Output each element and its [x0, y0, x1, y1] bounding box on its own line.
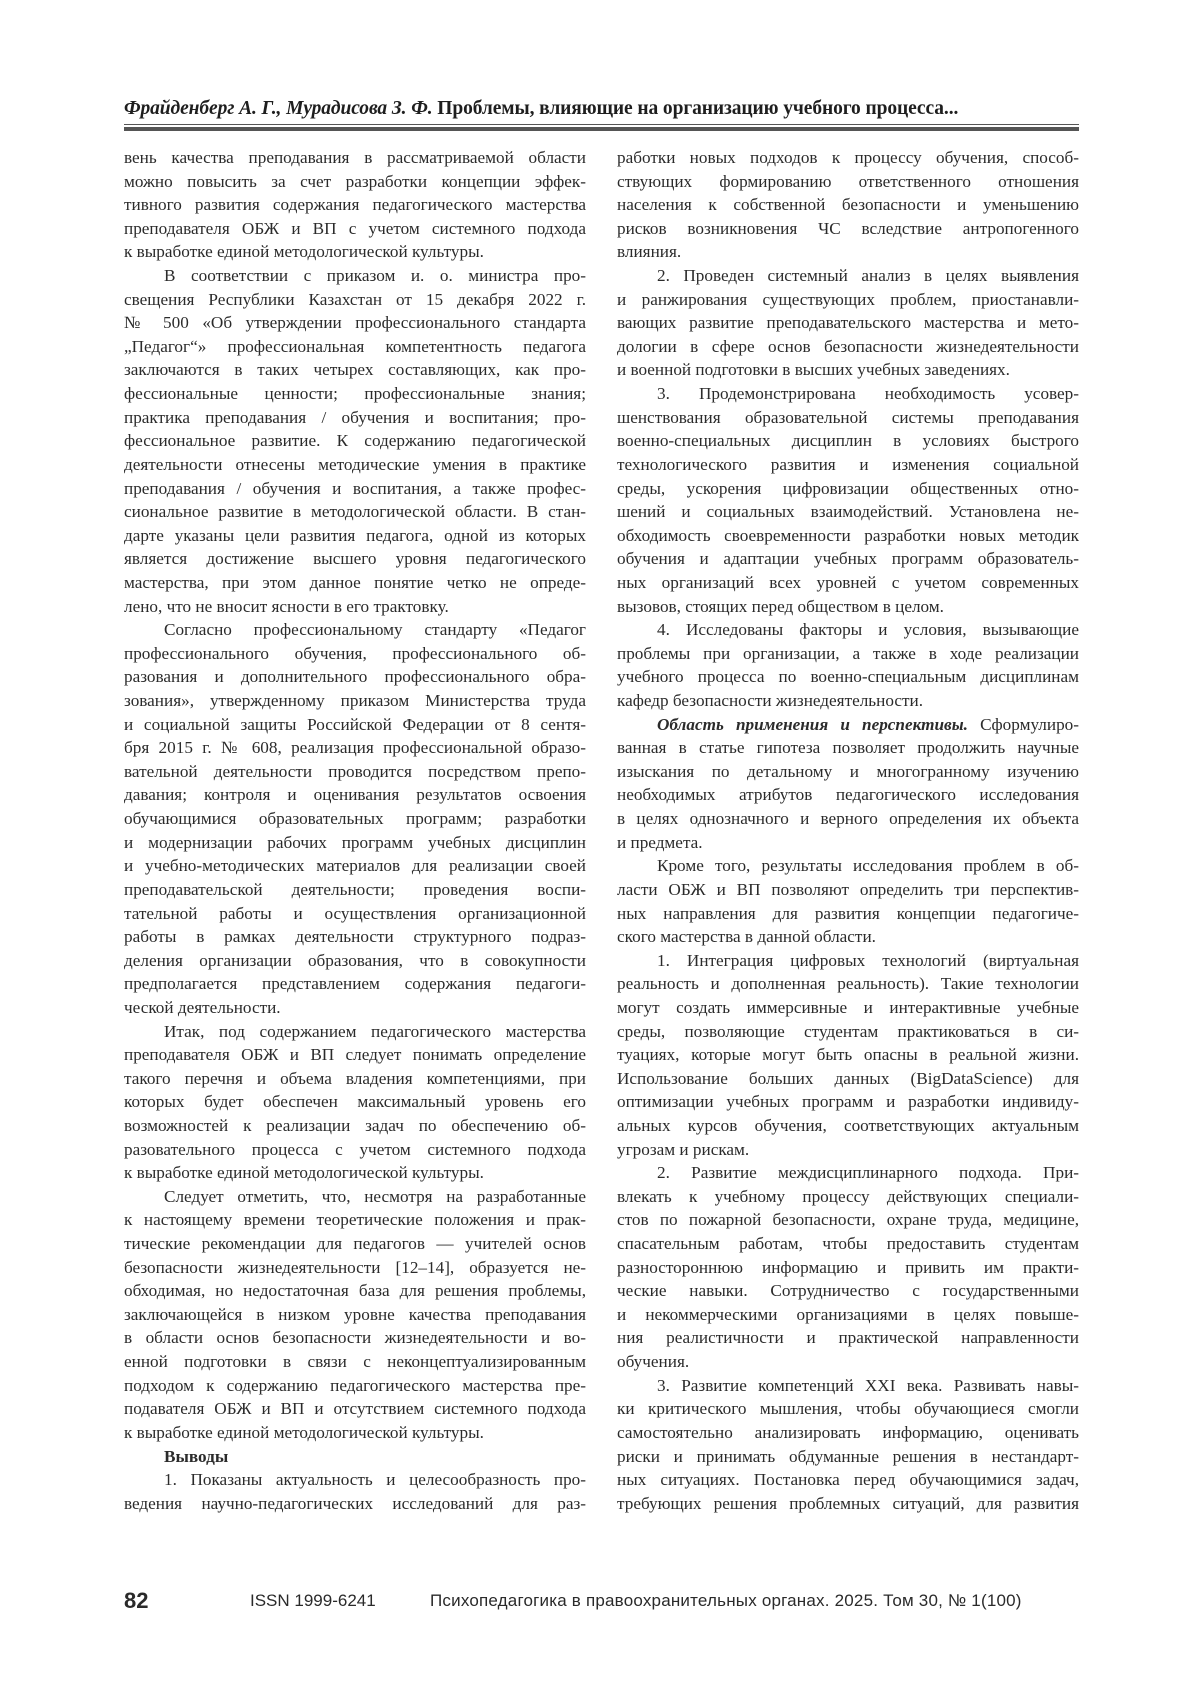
- text-line: населения к собственной безопасности и уменьшению: [617, 195, 1079, 215]
- text-line: тательной работы и осуществления организационной: [124, 903, 586, 923]
- text-line: преподавания / обучения и воспитания, а также профес-: [124, 478, 586, 498]
- text-line: преподавательской деятельности; проведения воспи-: [124, 879, 586, 899]
- text-line: ния реалистичности и практической направленности: [617, 1328, 1079, 1348]
- text-line: обходимость своевременности разработки новых методик: [617, 525, 1079, 545]
- text-line: подавателя ОБЖ и ВП и отсутствием системного подхода: [124, 1399, 586, 1419]
- text-line: разования и дополнительного профессионального обра-: [124, 667, 586, 687]
- left-column: [124, 146, 586, 1515]
- text-line: ческой деятельности.: [124, 997, 281, 1017]
- text-line: угрозам и рискам.: [617, 1139, 750, 1159]
- text-line: деятельности отнесены методические умения в практике: [124, 454, 586, 474]
- text-line: бря 2015 г. № 608, реализация профессиональной образо-: [124, 738, 586, 758]
- text-line: [617, 713, 1079, 737]
- text-line: и ранжирования существующих проблем, приостанавли-: [617, 289, 1079, 309]
- running-head-authors: Фрайденберг А. Г., Мурадисова З. Ф.: [124, 98, 433, 119]
- text-line: спасательным работам, чтобы предоставить студентам: [617, 1234, 1079, 1254]
- text-line: преподавателя ОБЖ и ВП следует понимать определение: [124, 1045, 586, 1065]
- text-line: ласти ОБЖ и ВП позволяют определить три перспектив-: [617, 879, 1079, 899]
- text-line: к настоящему времени теоретические положения и прак-: [124, 1210, 586, 1230]
- text-line: давания; контроля и оценивания результатов освоения: [124, 785, 586, 805]
- text-line: туациях, которые могут быть опасны в реальной жизни.: [617, 1045, 1079, 1065]
- text-line: в целях однозначного и верного определения их объекта: [617, 809, 1079, 829]
- text-line: обходимая, но недостаточная база для решения проблемы,: [124, 1281, 586, 1301]
- text-line: вень качества преподавания в рассматриваемой области: [124, 148, 586, 167]
- text-line: ванная в статье гипотеза позволяет продолжить научные: [617, 738, 1079, 758]
- text-line: Кроме того, результаты исследования проблем в об-: [657, 856, 1079, 876]
- text-line: стов по пожарной безопасности, охране труда, медицине,: [617, 1210, 1079, 1230]
- page-number: 82: [124, 1588, 149, 1613]
- text-line: риски и принимать обдуманные решения в нестандарт-: [617, 1446, 1079, 1466]
- text-line: 3. Продемонстрирована необходимость усовер-: [657, 384, 1079, 404]
- text-line: дологии в сфере основ безопасности жизнедеятельности: [617, 336, 1079, 356]
- text-line: которых будет обеспечен максимальный уровень его: [124, 1092, 586, 1112]
- text-line: № 500 «Об утверждении профессионального стандарта: [124, 313, 586, 333]
- text-line: изыскания по детальному и многогранному изучению: [617, 761, 1079, 781]
- text-line: профессионального обучения, профессионального об-: [124, 643, 586, 663]
- text-line: к выработке единой методологической культуры.: [124, 242, 484, 262]
- text-line: военно-специальных дисциплин в условиях быстрого: [617, 431, 1079, 451]
- text-line: Согласно профессиональному стандарту «Педагог: [164, 620, 586, 640]
- text-line: работы в рамках деятельности структурного подраз-: [124, 927, 586, 947]
- issn: ISSN 1999-6241: [250, 1591, 376, 1610]
- text-line: Следует отметить, что, несмотря на разработанные: [164, 1186, 586, 1206]
- running-head-title: Проблемы, влияющие на организацию учебного процесса...: [432, 98, 959, 119]
- text-line: Использование больших данных (BigDataScience) для: [617, 1068, 1079, 1088]
- text-line: лено, что не вносит ясности в его трактовку.: [124, 596, 449, 616]
- text-line: кафедр безопасности жизнедеятельности.: [617, 691, 923, 711]
- text-line: свещения Республики Казахстан от 15 декабря 2022 г.: [124, 289, 586, 309]
- text-line: вательной деятельности проводится посредством препо-: [124, 761, 586, 781]
- text-line: ных направления для развития концепции педагогиче-: [617, 903, 1079, 923]
- text-line: заключаются в таких четырех составляющих, как про-: [124, 360, 586, 380]
- text-line: ведения научно-педагогических исследований для раз-: [124, 1493, 586, 1513]
- text-line: шений и социальных взаимодействий. Установлена не-: [617, 502, 1079, 522]
- text-line: подходом к содержанию педагогического мастерства пре-: [124, 1375, 586, 1395]
- text-line: дарте указаны цели развития педагога, одной из которых: [124, 525, 586, 545]
- text-line: могут создать иммерсивные и интерактивные учебные: [617, 997, 1079, 1017]
- text-line: возможностей к реализации задач по обеспечению об-: [124, 1115, 586, 1135]
- text-line: технологического развития и изменения социальной: [617, 454, 1079, 474]
- text-line: среды, позволяющие студентам практиковаться в си-: [617, 1021, 1079, 1041]
- text-line: „Педагог“» профессиональная компетентность педагога: [124, 336, 586, 356]
- text-line: требующих решения проблемных ситуаций, для развития: [617, 1493, 1079, 1513]
- text-line: реальность и дополненная реальность). Такие технологии: [617, 974, 1079, 994]
- text-line: и военной подготовки в высших учебных заведениях.: [617, 360, 1010, 380]
- text-line: ных ситуациях. Постановка перед обучающимися задач,: [617, 1470, 1079, 1490]
- text-line: ческие навыки. Сотрудничество с государственными: [617, 1281, 1079, 1301]
- text-line: 4. Исследованы факторы и условия, вызывающие: [657, 620, 1079, 640]
- text-line: енной подготовки в связи с неконцептуализированным: [124, 1352, 586, 1372]
- text-line: к выработке единой методологической культуры.: [124, 1422, 484, 1442]
- text-line: зования», утвержденному приказом Министерства труда: [124, 691, 586, 711]
- text-line: и некоммерческими организациями в целях повыше-: [617, 1304, 1079, 1324]
- text-line: 2. Проведен системный анализ в целях выявления: [657, 266, 1079, 286]
- text-line: вызовов, стоящих перед обществом в целом.: [617, 596, 944, 616]
- text-line: фессиональное развитие. К содержанию педагогической: [124, 431, 586, 451]
- text-line: тивного развития содержания педагогического мастерства: [124, 195, 586, 215]
- text-line: практика преподавания / обучения и воспитания; про-: [124, 407, 586, 427]
- text-line: обучения и адаптации учебных программ образователь-: [617, 549, 1079, 569]
- text-line: вающих развитие преподавательского мастерства и мето-: [617, 313, 1079, 333]
- text-line: и предмета.: [617, 832, 703, 852]
- right-column: [617, 146, 1079, 1515]
- text-line: и учебно-методических материалов для реализации своей: [124, 856, 586, 876]
- text-line: среды, ускорения цифровизации общественных отно-: [617, 478, 1079, 498]
- text-line: и социальной защиты Российской Федерации от 8 сентя-: [124, 714, 586, 734]
- text-line: тические рекомендации для педагогов — учителей основ: [124, 1234, 586, 1254]
- journal-citation: Психопедагогика в правоохранительных органах. 2025. Том 30, № 1(100): [430, 1591, 1022, 1610]
- text-line: обучения.: [617, 1352, 690, 1372]
- text-line: ки критического мышления, чтобы обучающиеся смогли: [617, 1399, 1079, 1419]
- text-line: предполагается представлением содержания педагоги-: [124, 974, 586, 994]
- text-line: ского мастерства в данной области.: [617, 927, 876, 947]
- text-line: влекать к учебному процессу действующих специали-: [617, 1186, 1079, 1206]
- text-line: 3. Развитие компетенций XXI века. Развивать навы-: [657, 1375, 1079, 1395]
- text-line: ных организаций всех уровней с учетом современных: [617, 572, 1079, 592]
- text-line-content: Сформулиро-: [980, 714, 1079, 734]
- text-line: влияния.: [617, 242, 682, 262]
- text-line: деления организации образования, что в совокупности: [124, 950, 586, 970]
- text-line: работки новых подходов к процессу обучения, способ-: [617, 148, 1079, 167]
- text-line: 2. Развитие междисциплинарного подхода. При-: [657, 1163, 1079, 1183]
- text-line: учебного процесса по военно-специальным дисциплинам: [617, 667, 1079, 687]
- text-line: можно повысить за счет разработки концепции эффек-: [124, 171, 586, 191]
- text-line: рисков возникновения ЧС вследствие антропогенного: [617, 218, 1079, 238]
- text-line: 1. Показаны актуальность и целесообразность про-: [164, 1470, 586, 1490]
- text-line: альных курсов обучения, соответствующих актуальным: [617, 1115, 1079, 1135]
- text-line: ствующих формированию ответственного отношения: [617, 171, 1079, 191]
- text-line: разовательного процесса с учетом системного подхода: [124, 1139, 586, 1159]
- text-line: сиональное развитие в методологической области. В стан-: [124, 502, 586, 522]
- text-line: преподавателя ОБЖ и ВП с учетом системного подхода: [124, 218, 586, 238]
- text-line: в области основ безопасности жизнедеятельности и во-: [124, 1328, 586, 1348]
- text-line: и модернизации рабочих программ учебных дисциплин: [124, 832, 586, 852]
- text-line: является достижение высшего уровня педагогического: [124, 549, 586, 569]
- header-rule-thin: [124, 124, 1079, 125]
- text-line: Итак, под содержанием педагогического мастерства: [164, 1021, 586, 1041]
- text-line: разностороннюю информацию и привить им практи-: [617, 1257, 1079, 1277]
- text-line: В соответствии с приказом и. о. министра про-: [164, 266, 586, 286]
- text-line: 1. Интеграция цифровых технологий (виртуальная: [657, 950, 1079, 970]
- text-line: к выработке единой методологической культуры.: [124, 1163, 484, 1183]
- text-line: безопасности жизнедеятельности [12–14], образуется не-: [124, 1257, 586, 1277]
- text-line: фессиональные ценности; профессиональные знания;: [124, 384, 586, 404]
- page-footer: [124, 1588, 1079, 1618]
- text-line: обучающимися образовательных программ; разработки: [124, 809, 586, 829]
- text-line: самостоятельно анализировать информацию, оценивать: [617, 1422, 1079, 1442]
- text-line: необходимых атрибутов педагогического исследования: [617, 785, 1079, 805]
- text-line: заключающейся в низком уровне качества преподавания: [124, 1304, 586, 1324]
- running-head: [124, 98, 1079, 120]
- text-line: мастерства, при этом данное понятие четко не опреде-: [124, 572, 586, 592]
- text-line: проблемы при организации, а также в ходе реализации: [617, 643, 1079, 663]
- section-lead-heading: Область применения и перспективы.: [657, 714, 981, 734]
- text-line: шенствования образовательной системы преподавания: [617, 407, 1079, 427]
- text-line: такого перечня и объема владения компетенциями, при: [124, 1068, 586, 1088]
- text-line: Выводы: [164, 1446, 229, 1466]
- text-line: оптимизации учебных программ и разработки индивиду-: [617, 1092, 1079, 1112]
- header-rule-thick: [124, 127, 1079, 131]
